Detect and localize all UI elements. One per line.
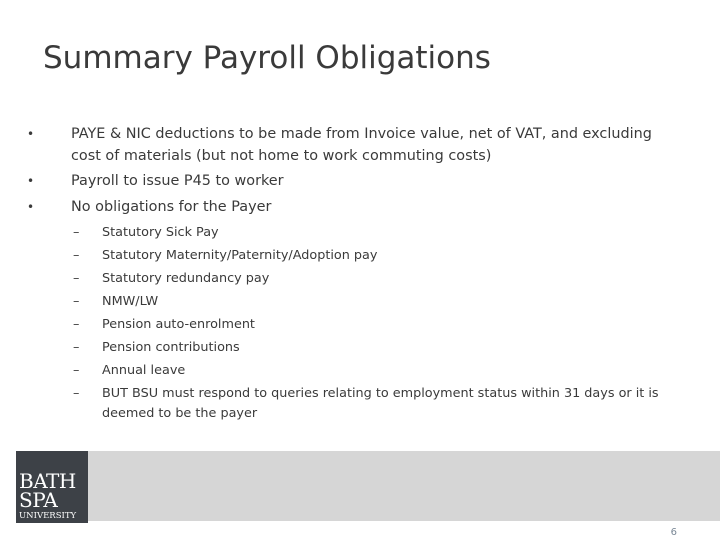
sub-bullet-marker: – <box>73 271 80 286</box>
sub-bullet-text: Annual leave <box>102 363 186 378</box>
bath-spa-university-logo <box>16 451 88 523</box>
sub-bullet-item <box>73 361 673 381</box>
bullet-marker: • <box>27 127 35 141</box>
bullet-text: PAYE & NIC deductions to be made from Invoice value, net of VAT, and excluding cost of materials (but not home to work commuting costs) <box>71 126 652 164</box>
logo-line-spa: SPA <box>19 488 58 512</box>
sub-bullet-marker: – <box>73 363 80 378</box>
sub-bullet-item <box>73 384 673 423</box>
sub-bullet-item <box>73 338 673 358</box>
sub-bullet-list <box>73 223 673 427</box>
bullet-text: Payroll to issue P45 to worker <box>71 173 284 189</box>
bullet-marker: • <box>27 174 35 188</box>
slide-title: Summary Payroll Obligations <box>43 40 491 76</box>
sub-bullet-text: Statutory Maternity/Paternity/Adoption pay <box>102 248 378 263</box>
sub-bullet-marker: – <box>73 340 80 355</box>
sub-bullet-marker: – <box>73 225 80 240</box>
sub-bullet-text: Pension contributions <box>102 340 240 355</box>
sub-bullet-text: Statutory redundancy pay <box>102 271 270 286</box>
sub-bullet-item <box>73 223 673 243</box>
sub-bullet-item <box>73 292 673 312</box>
sub-bullet-text: Statutory Sick Pay <box>102 225 219 240</box>
sub-bullet-item <box>73 269 673 289</box>
logo-line-bath: BATH <box>19 469 76 493</box>
logo-line-university: UNIVERSITY <box>19 511 77 521</box>
sub-bullet-text: BUT BSU must respond to queries relating to employment status within 31 days or it is deemed to be the payer <box>102 386 659 421</box>
sub-bullet-marker: – <box>73 294 80 309</box>
bullet-item <box>27 124 677 167</box>
sub-bullet-item <box>73 315 673 335</box>
page-number: 6 <box>670 527 677 538</box>
bullet-list <box>27 124 677 222</box>
footer-band <box>88 451 720 521</box>
sub-bullet-item <box>73 246 673 266</box>
sub-bullet-text: NMW/LW <box>102 294 159 309</box>
sub-bullet-marker: – <box>73 386 80 401</box>
sub-bullet-text: Pension auto-enrolment <box>102 317 255 332</box>
sub-bullet-marker: – <box>73 317 80 332</box>
bullet-text: No obligations for the Payer <box>71 198 272 215</box>
sub-bullet-marker: – <box>73 248 80 263</box>
bullet-item <box>27 171 677 193</box>
bullet-marker: • <box>27 199 35 214</box>
bullet-item <box>27 197 677 219</box>
